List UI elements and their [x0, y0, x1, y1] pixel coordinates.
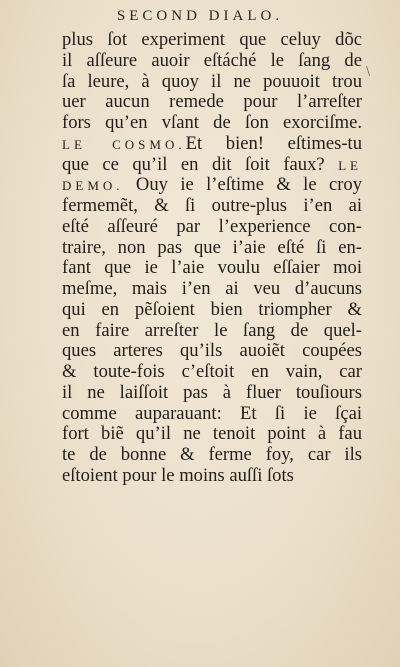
- text-line: meſme, mais i’en ai veu d’aucuns: [62, 278, 362, 299]
- text-line: traire, non pas que i’aie eſté ſi en-: [62, 236, 362, 258]
- text-line: & toute-fois c’eſtoit en vain, car: [62, 361, 362, 382]
- margin-mark: /: [362, 64, 374, 78]
- text-line: uer aucun remede pour l’arreſter: [62, 91, 362, 113]
- text-line: ſa leure, à quoy il ne pouuoit trou: [62, 70, 362, 92]
- speaker-label: LE: [338, 157, 362, 173]
- text-line: fort biẽ qu’il ne tenoit point à fau: [62, 423, 362, 445]
- text-line: eſté aſſeuré par l’experience con-: [62, 215, 362, 237]
- line-text: que ce qu’il en dit ſoit faux?: [62, 153, 325, 175]
- text-line: [62, 155, 362, 176]
- text-line: eſtoient pour le moins auſſi ſots: [62, 464, 294, 486]
- text-line: plus ſot experiment que celuy dõc: [62, 29, 362, 50]
- speaker-label: LE COSMO.: [62, 136, 186, 152]
- speaker-label: DEMO.: [62, 178, 124, 194]
- text-line: en faire arreſter le ſang de quel-: [62, 319, 362, 341]
- text-line: [62, 134, 362, 155]
- text-line: ques arteres qu’ils auoiẽt coupées: [62, 340, 362, 362]
- running-title: SECOND DIALO.: [116, 8, 284, 24]
- text-line: fors qu’en vſant de ſon exorciſme.: [62, 112, 362, 133]
- text-line: il aſſeure auoir eſtáché le ſang de: [62, 49, 362, 71]
- line-text: Et bien! eſtimes-tu: [185, 132, 362, 154]
- line-text: Ouy ie l’eſtime & le croy: [135, 174, 362, 196]
- text-block: [62, 30, 362, 487]
- text-line: fant que ie l’aie voulu eſſaier moi: [62, 257, 362, 279]
- text-line: fermemẽt, & ſi outre-plus i’en ai: [62, 195, 362, 216]
- text-line: il ne laiſſoit pas à fluer touſiours: [62, 381, 362, 403]
- text-line: te de bonne & ferme foy, car ils: [62, 444, 362, 465]
- text-line: comme auparauant: Et ſi ie ſçai: [62, 402, 362, 424]
- text-line: [62, 175, 362, 196]
- text-line: qui en pẽſoient bien triompher &: [62, 298, 362, 320]
